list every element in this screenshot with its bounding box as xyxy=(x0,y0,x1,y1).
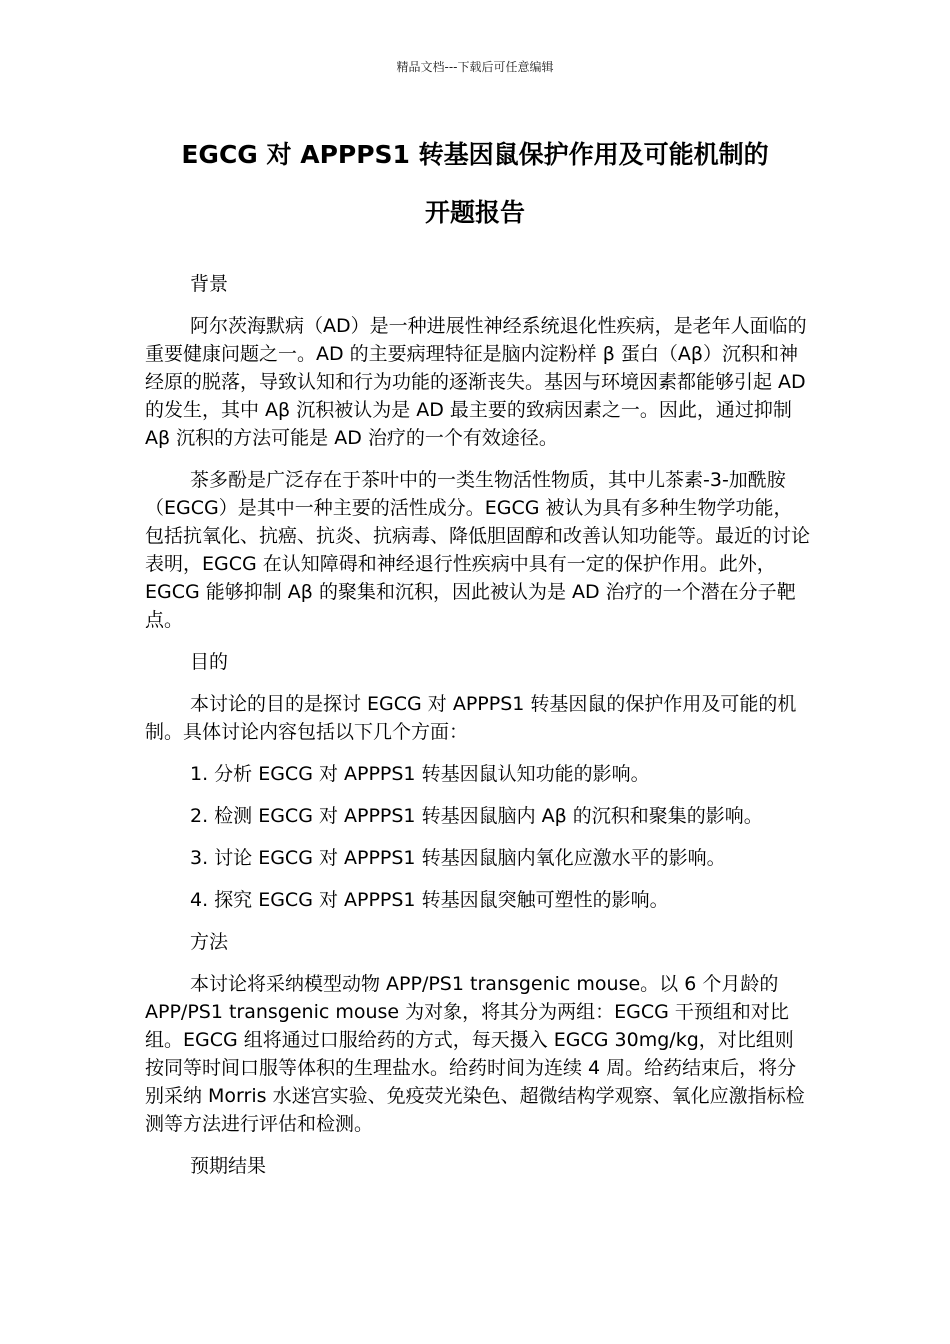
purpose-list-item: 4. 探究 EGCG 对 APPPS1 转基因鼠突触可塑性的影响。 xyxy=(190,889,669,911)
document-title-line-2: 开题报告 xyxy=(424,198,525,227)
document-title-line-1: EGCG 对 APPPS1 转基因鼠保护作用及可能机制的 xyxy=(181,140,769,169)
section-heading-methods: 方法 xyxy=(190,931,229,953)
background-paragraph-2: 茶多酚是广泛存在于茶叶中的一类生物活性物质，其中儿茶素-3-加酰胺（EGCG）是其中一种主要的活性成分。EGCG 被认为具有多种生物学功能，包括抗氧化、抗癌、抗炎、抗病毒、降低胆固醇和改善认知功能等。最近的讨论表明，EGCG 在认知障碍和神经退行性疾病中具有一定的保护作用。此外，EGCG 能够抑制 Aβ 的聚集和沉积，因此被认为是 AD 治疗的一个潜在分子靶点。 xyxy=(145,469,811,631)
section-heading-expected-results: 预期结果 xyxy=(190,1155,267,1177)
section-heading-purpose: 目的 xyxy=(190,651,229,673)
purpose-paragraph: 本讨论的目的是探讨 EGCG 对 APPPS1 转基因鼠的保护作用及可能的机制。具体讨论内容包括以下几个方面： xyxy=(145,693,797,743)
document-body xyxy=(145,270,810,1194)
purpose-list-item: 3. 讨论 EGCG 对 APPPS1 转基因鼠脑内氧化应激水平的影响。 xyxy=(190,847,726,869)
methods-paragraph: 本讨论将采纳模型动物 APP/PS1 transgenic mouse。以 6 个月龄的 APP/PS1 transgenic mouse 为对象，将其分为两组：EGCG 干预组和对比组。EGCG 组将通过口服给药的方式，每天摄入 EGCG 30mg/kg，对比组则按同等时间口服等体积的生理盐水。给药时间为连续 4 周。给药结束后，将分别采纳 Morris 水迷宫实验、免疫荧光染色、超微结构学观察、氧化应激指标检测等方法进行评估和检测。 xyxy=(145,973,805,1135)
header-note: 精品文档---下载后可任意编辑 xyxy=(396,60,554,74)
purpose-list-item: 1. 分析 EGCG 对 APPPS1 转基因鼠认知功能的影响。 xyxy=(190,763,650,785)
background-paragraph-1: 阿尔茨海默病（AD）是一种进展性神经系统退化性疾病，是老年人面临的重要健康问题之一。AD 的主要病理特征是脑内淀粉样 β 蛋白（Aβ）沉积和神经原的脱落，导致认知和行为功能的逐渐丧失。基因与环境因素都能够引起 AD 的发生，其中 Aβ 沉积被认为是 AD 最主要的致病因素之一。因此，通过抑制 Aβ 沉积的方法可能是 AD 治疗的一个有效途径。 xyxy=(145,315,807,449)
section-heading-background: 背景 xyxy=(190,273,229,295)
purpose-list-item: 2. 检测 EGCG 对 APPPS1 转基因鼠脑内 Aβ 的沉积和聚集的影响。 xyxy=(190,805,763,827)
